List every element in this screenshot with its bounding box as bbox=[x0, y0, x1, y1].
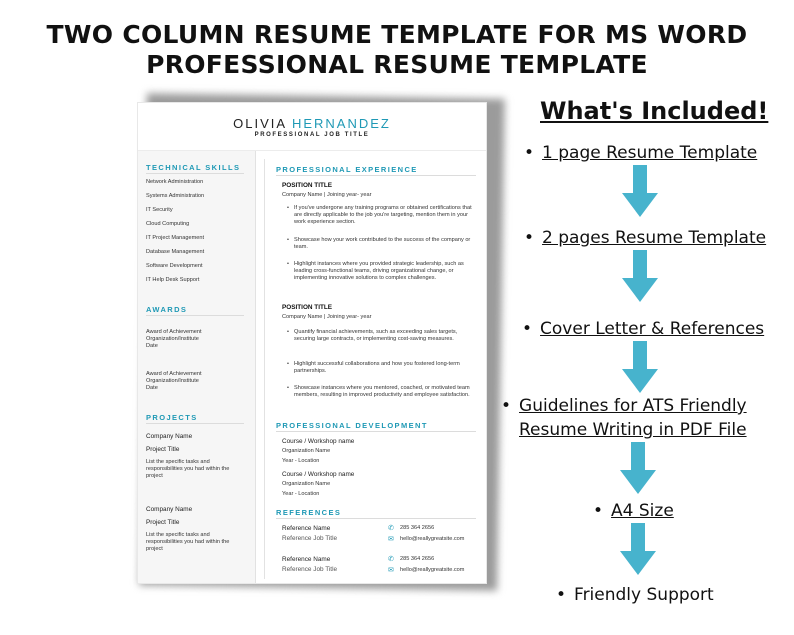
included-item-label: Guidelines for ATS Friendly bbox=[519, 396, 747, 416]
reference-name: Reference Name bbox=[282, 525, 331, 532]
bullet: • bbox=[556, 585, 567, 605]
resume-left-column bbox=[138, 151, 256, 584]
phone-icon: ✆ bbox=[388, 525, 394, 532]
included-item-label: 2 pages Resume Template bbox=[542, 228, 767, 248]
included-item bbox=[501, 396, 747, 416]
course-location: Year - Location bbox=[282, 491, 320, 497]
headline-line-2: PROFESSIONAL RESUME TEMPLATE bbox=[146, 50, 648, 79]
reference-name: Reference Name bbox=[282, 556, 331, 563]
reference-title: Reference Job Title bbox=[282, 535, 338, 542]
resume-right-column bbox=[260, 151, 487, 584]
reference-title: Reference Job Title bbox=[282, 566, 338, 573]
skill-item: Systems Administration bbox=[146, 193, 205, 199]
arrow-down-icon bbox=[620, 442, 656, 494]
position-bullet: • Showcase how your work contributed to the success of the company or team. bbox=[294, 237, 474, 251]
award-org: Organization/Institute bbox=[146, 378, 199, 384]
email-icon: ✉ bbox=[388, 567, 394, 574]
bullet: • bbox=[593, 501, 604, 521]
skill-item: IT Help Desk Support bbox=[146, 277, 200, 283]
experience-heading: PROFESSIONAL EXPERIENCE bbox=[276, 165, 418, 174]
arrow-down-icon bbox=[622, 165, 658, 217]
included-item bbox=[556, 585, 714, 605]
award-name: Award of Achievement bbox=[146, 329, 202, 335]
included-item-label-line2: Resume Writing in PDF File bbox=[519, 420, 747, 440]
skills-rule bbox=[146, 173, 244, 174]
skills-heading: TECHNICAL SKILLS bbox=[146, 163, 241, 172]
project-company: Company Name bbox=[146, 506, 193, 513]
included-item-label: Cover Letter & References bbox=[540, 319, 765, 339]
awards-heading: AWARDS bbox=[146, 305, 188, 314]
award-name: Award of Achievement bbox=[146, 371, 202, 377]
first-name: OLIVIA bbox=[233, 116, 287, 131]
development-heading: PROFESSIONAL DEVELOPMENT bbox=[276, 421, 428, 430]
references-rule bbox=[276, 518, 476, 519]
bullet: • bbox=[501, 396, 512, 416]
position-title: POSITION TITLE bbox=[282, 304, 333, 311]
included-title: What's Included! bbox=[540, 97, 769, 125]
award-org: Organization/Institute bbox=[146, 336, 199, 342]
included-item bbox=[593, 501, 674, 521]
award-date: Date bbox=[146, 343, 158, 349]
project-title: Project Title bbox=[146, 519, 180, 526]
included-item-label: A4 Size bbox=[611, 501, 674, 521]
arrow-down-icon bbox=[622, 250, 658, 302]
awards-rule bbox=[146, 315, 244, 316]
project-title: Project Title bbox=[146, 446, 180, 453]
bullet: • bbox=[524, 143, 535, 163]
award-date: Date bbox=[146, 385, 158, 391]
email-icon: ✉ bbox=[388, 536, 394, 543]
projects-heading: PROJECTS bbox=[146, 413, 198, 422]
reference-phone: 285 364 2656 bbox=[400, 556, 435, 562]
phone-icon: ✆ bbox=[388, 556, 394, 563]
skill-item: IT Security bbox=[146, 207, 173, 213]
project-company: Company Name bbox=[146, 433, 193, 440]
course-name: Course / Workshop name bbox=[282, 438, 355, 445]
headline-line-1: TWO COLUMN RESUME TEMPLATE FOR MS WORD bbox=[46, 20, 748, 49]
arrow-down-icon bbox=[622, 341, 658, 393]
position-bullet: • Highlight successful collaborations and how you fostered long-term partnerships. bbox=[294, 361, 474, 375]
projects-rule bbox=[146, 423, 244, 424]
development-rule bbox=[276, 431, 476, 432]
project-desc: List the specific tasks and responsibilities you had within the project bbox=[146, 459, 230, 479]
included-item bbox=[522, 319, 764, 339]
skill-item: Database Management bbox=[146, 249, 205, 255]
arrow-down-icon bbox=[620, 523, 656, 575]
skill-item: Network Administration bbox=[146, 179, 204, 185]
position-company: Company Name | Joining year- year bbox=[282, 314, 372, 320]
position-bullet: • Showcase instances where you mentored, coached, or motivated team members, resulting in improved productivity and employee satisfaction. bbox=[294, 385, 474, 399]
included-item-continued bbox=[519, 420, 747, 440]
included-item bbox=[524, 143, 757, 163]
bullet: • bbox=[524, 228, 535, 248]
last-name: HERNANDEZ bbox=[291, 116, 391, 131]
skill-item: Software Development bbox=[146, 263, 203, 269]
resume-page bbox=[137, 102, 487, 584]
resume-name bbox=[138, 116, 486, 131]
resume-job-title: PROFESSIONAL JOB TITLE bbox=[254, 132, 370, 138]
references-heading: REFERENCES bbox=[276, 508, 342, 517]
course-org: Organization Name bbox=[282, 481, 331, 487]
column-divider bbox=[264, 159, 265, 579]
position-bullet: • Highlight instances where you provided strategic leadership, such as leading cross-functional teams, driving organizational change, or implementing innovative solutions to complex challenges. bbox=[294, 261, 474, 283]
skill-item: IT Project Management bbox=[146, 235, 205, 241]
reference-email: hello@reallygreatsite.com bbox=[400, 567, 465, 573]
bullet: • bbox=[522, 319, 533, 339]
position-bullet: • If you've undergone any training programs or obtained certifications that are directly applicable to the job you're targeting, mention them in your work experience section. bbox=[294, 205, 474, 227]
project-desc: List the specific tasks and responsibilities you had within the project bbox=[146, 532, 230, 552]
resume-header bbox=[138, 103, 486, 151]
reference-phone: 285 364 2656 bbox=[400, 525, 435, 531]
included-item bbox=[524, 228, 766, 248]
position-company: Company Name | Joining year- year bbox=[282, 192, 372, 198]
course-name: Course / Workshop name bbox=[282, 471, 355, 478]
included-item-label: Friendly Support bbox=[574, 585, 714, 605]
experience-rule bbox=[276, 175, 476, 176]
position-bullet: • Quantify financial achievements, such as exceeding sales targets, securing large contracts, or implementing cost-saving measures. bbox=[294, 329, 474, 343]
reference-email: hello@reallygreatsite.com bbox=[400, 536, 465, 542]
position-title: POSITION TITLE bbox=[282, 182, 333, 189]
course-org: Organization Name bbox=[282, 448, 331, 454]
skill-item: Cloud Computing bbox=[146, 221, 190, 227]
included-item-label: 1 page Resume Template bbox=[542, 143, 758, 163]
course-location: Year - Location bbox=[282, 458, 320, 464]
